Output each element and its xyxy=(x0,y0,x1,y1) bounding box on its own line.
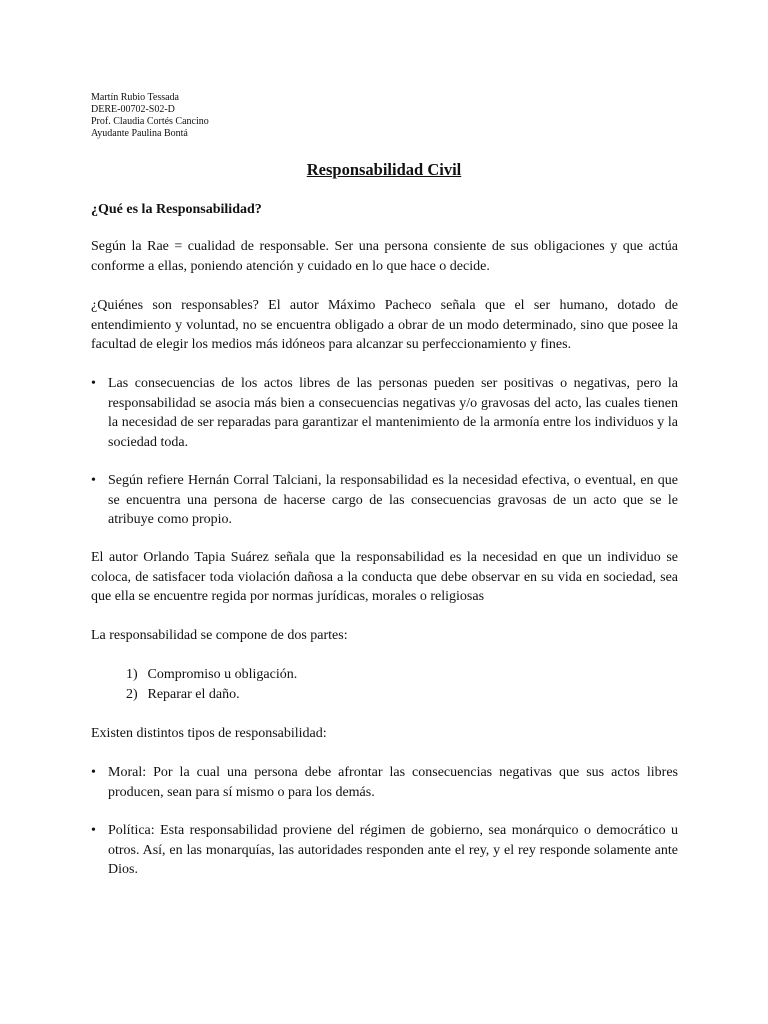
paragraph-who-responsible: ¿Quiénes son responsables? El autor Máximo Pacheco señala que el ser humano, dotado de entendimiento y voluntad, no se encuentra obligado a obrar de un modo determinado, sino que posee la facultad de elegir los medios más idóneos para alcanzar su perfeccionamiento y fines. xyxy=(91,298,678,352)
author-name: Martín Rubio Tessada xyxy=(91,92,179,103)
numbered-marker: 2) xyxy=(126,687,138,702)
paragraph-tapia: El autor Orlando Tapia Suárez señala que la responsabilidad es la necesidad en que un individuo se coloca, de satisfacer toda violación dañosa a la conducta que debe observar en su vida en sociedad, sea que ella se encuentre regida por normas jurídicas, morales o religiosas xyxy=(91,550,678,604)
numbered-item xyxy=(126,665,297,685)
numbered-item xyxy=(126,685,240,705)
section-heading: ¿Qué es la Responsabilidad? xyxy=(91,202,262,217)
bullet-marker: • xyxy=(91,765,96,780)
paragraph-definition: Según la Rae = cualidad de responsable. Ser una persona consiente de sus obligaciones y que actúa conforme a ellas, poniendo atención y cuidado en lo que hace o decide. xyxy=(91,239,678,274)
bullet-text: Las consecuencias de los actos libres de las personas pueden ser positivas o negativas, pero la responsabilidad se asocia más bien a consecuencias negativas y/o gravosas del acto, las cuales tienen la necesidad de ser reparadas para garantizar el mantenimiento de la armonía entre los individuos y la sociedad toda. xyxy=(108,376,678,450)
bullet-text: Política: Esta responsabilidad proviene del régimen de gobierno, sea monárquico o democrático u otros. Así, en las monarquías, las autoridades responden ante el rey, y el rey responde solamente ante Dios. xyxy=(108,823,678,877)
document-title: Responsabilidad Civil xyxy=(306,160,462,179)
bullet-marker: • xyxy=(91,823,96,838)
bullet-item xyxy=(91,821,678,880)
bullet-item xyxy=(91,763,678,802)
document-header xyxy=(91,92,411,140)
bullet-item xyxy=(91,471,678,530)
numbered-text: Reparar el daño. xyxy=(147,687,240,702)
bullet-text: Moral: Por la cual una persona debe afrontar las consecuencias negativas que sus actos libres producen, sean para sí mismo o para los demás. xyxy=(108,765,678,800)
assistant-name: Ayudante Paulina Bontá xyxy=(91,128,188,139)
bullet-marker: • xyxy=(91,376,96,391)
numbered-marker: 1) xyxy=(126,667,138,682)
bullet-marker: • xyxy=(91,473,96,488)
course-code: DERE-00702-S02-D xyxy=(91,104,175,115)
bullet-item xyxy=(91,374,678,452)
bullet-text: Según refiere Hernán Corral Talciani, la responsabilidad es la necesidad efectiva, o eventual, en que se encuentra una persona de hacerse cargo de las consecuencias gravosas de un acto que se le atribuye como propio. xyxy=(108,473,678,527)
paragraph-two-parts: La responsabilidad se compone de dos partes: xyxy=(91,628,348,643)
paragraph-types: Existen distintos tipos de responsabilidad: xyxy=(91,726,327,741)
professor-name: Prof. Claudia Cortés Cancino xyxy=(91,116,209,127)
numbered-text: Compromiso u obligación. xyxy=(147,667,298,682)
